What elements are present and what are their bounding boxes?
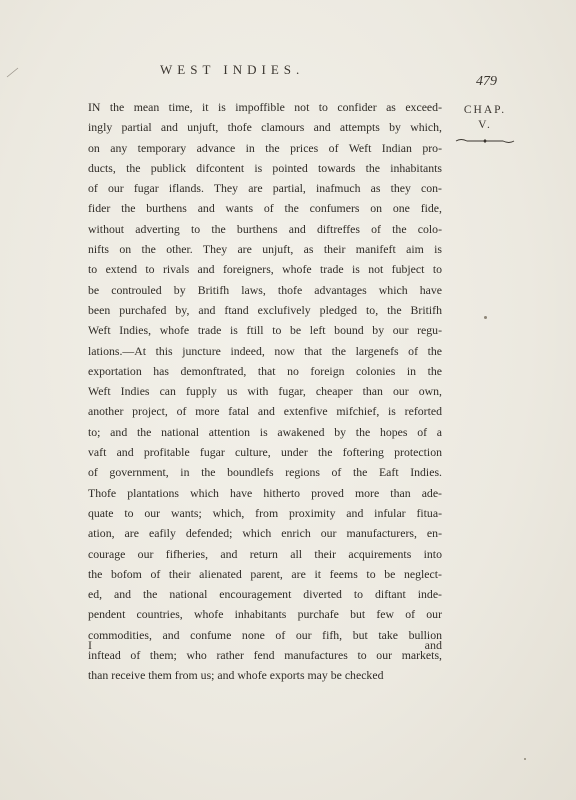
text-line: on any temporary advance in the prices of Weft Indian pro- <box>88 140 442 155</box>
text-line: quate to our wants; which, from proximity and infular fitua- <box>88 505 442 520</box>
text-line: to extend to rivals and foreigners, whofe trade is not fubject to <box>88 262 442 277</box>
text-line: another project, of more fatal and extenfive mifchief, is reforted <box>88 404 442 419</box>
signature-mark: I <box>88 638 92 652</box>
body-paragraph <box>88 97 442 686</box>
text-line: vaft and profitable fugar culture, under the foftering protection <box>88 445 442 460</box>
text-line: than receive them from us; and whofe exports may be checked <box>88 668 384 683</box>
text-line: IN the mean time, it is impoffible not to confider as exceed- <box>88 100 442 114</box>
page-number: 479 <box>476 74 497 89</box>
page-header <box>0 62 576 89</box>
text-line: inftead of them; who rather fend manufactures to our markets, <box>88 648 442 663</box>
text-line: pendent countries, whofe inhabitants purchafe but few of our <box>88 607 442 622</box>
text-line: been purchafed by, and ftand exclufively pledged to, the Britifh <box>88 302 442 317</box>
text-line: of our fugar iflands. They are partial, inafmuch as they con- <box>88 181 442 196</box>
text-line: the bofom of their alienated parent, are it feems to be neglect- <box>88 566 442 581</box>
text-line: Thofe plantations which have hitherto proved more than ade- <box>88 485 442 500</box>
paper-speck <box>524 758 526 760</box>
text-line: ingly partial and unjuft, thofe clamours and attempts by which, <box>88 120 442 135</box>
margin-note-number: V. <box>478 119 492 131</box>
ornamental-rule <box>455 138 515 144</box>
page-footer <box>88 638 442 658</box>
text-line: ducts, the publick difcontent is pointed towards the inhabitants <box>88 160 442 175</box>
text-line: lations.—At this juncture indeed, now that the largenefs of the <box>88 343 442 358</box>
catchword: and <box>424 638 442 652</box>
text-line: to; and the national attention is awakened by the hopes of a <box>88 424 442 439</box>
text-line: courage our fifheries, and return all their acquirements into <box>88 546 442 561</box>
text-line: ation, are eafily defended; which enrich our manufacturers, en- <box>88 526 442 541</box>
text-line: Weft Indies, whofe trade is ftill to be left bound by our regu- <box>88 323 442 338</box>
text-line: Weft Indies can fupply us with fugar, cheaper than our own, <box>88 384 442 399</box>
text-line: commodities, and confume none of our fifh, but take bullion <box>88 627 442 642</box>
text-line: fider the burthens and wants of the confumers on one fide, <box>88 201 442 216</box>
text-line: be controuled by Britifh laws, thofe advantages which have <box>88 282 442 297</box>
text-line: of government, in the boundlefs regions of the Eaft Indies. <box>88 465 442 480</box>
text-line: ed, and the national encouragement diverted to diftant inde- <box>88 587 442 602</box>
text-line: exportation has demonftrated, that no foreign colonies in the <box>88 363 442 378</box>
running-head: WEST INDIES. <box>160 62 305 77</box>
text-line: nifts on the other. They are unjuft, as their manifeft aim is <box>88 242 442 257</box>
text-line: without adverting to the burthens and diftreffes of the colo- <box>88 221 442 236</box>
chapter-margin-note <box>451 103 519 144</box>
paper-speck <box>484 316 487 319</box>
margin-note-chapter: CHAP. <box>463 104 507 116</box>
